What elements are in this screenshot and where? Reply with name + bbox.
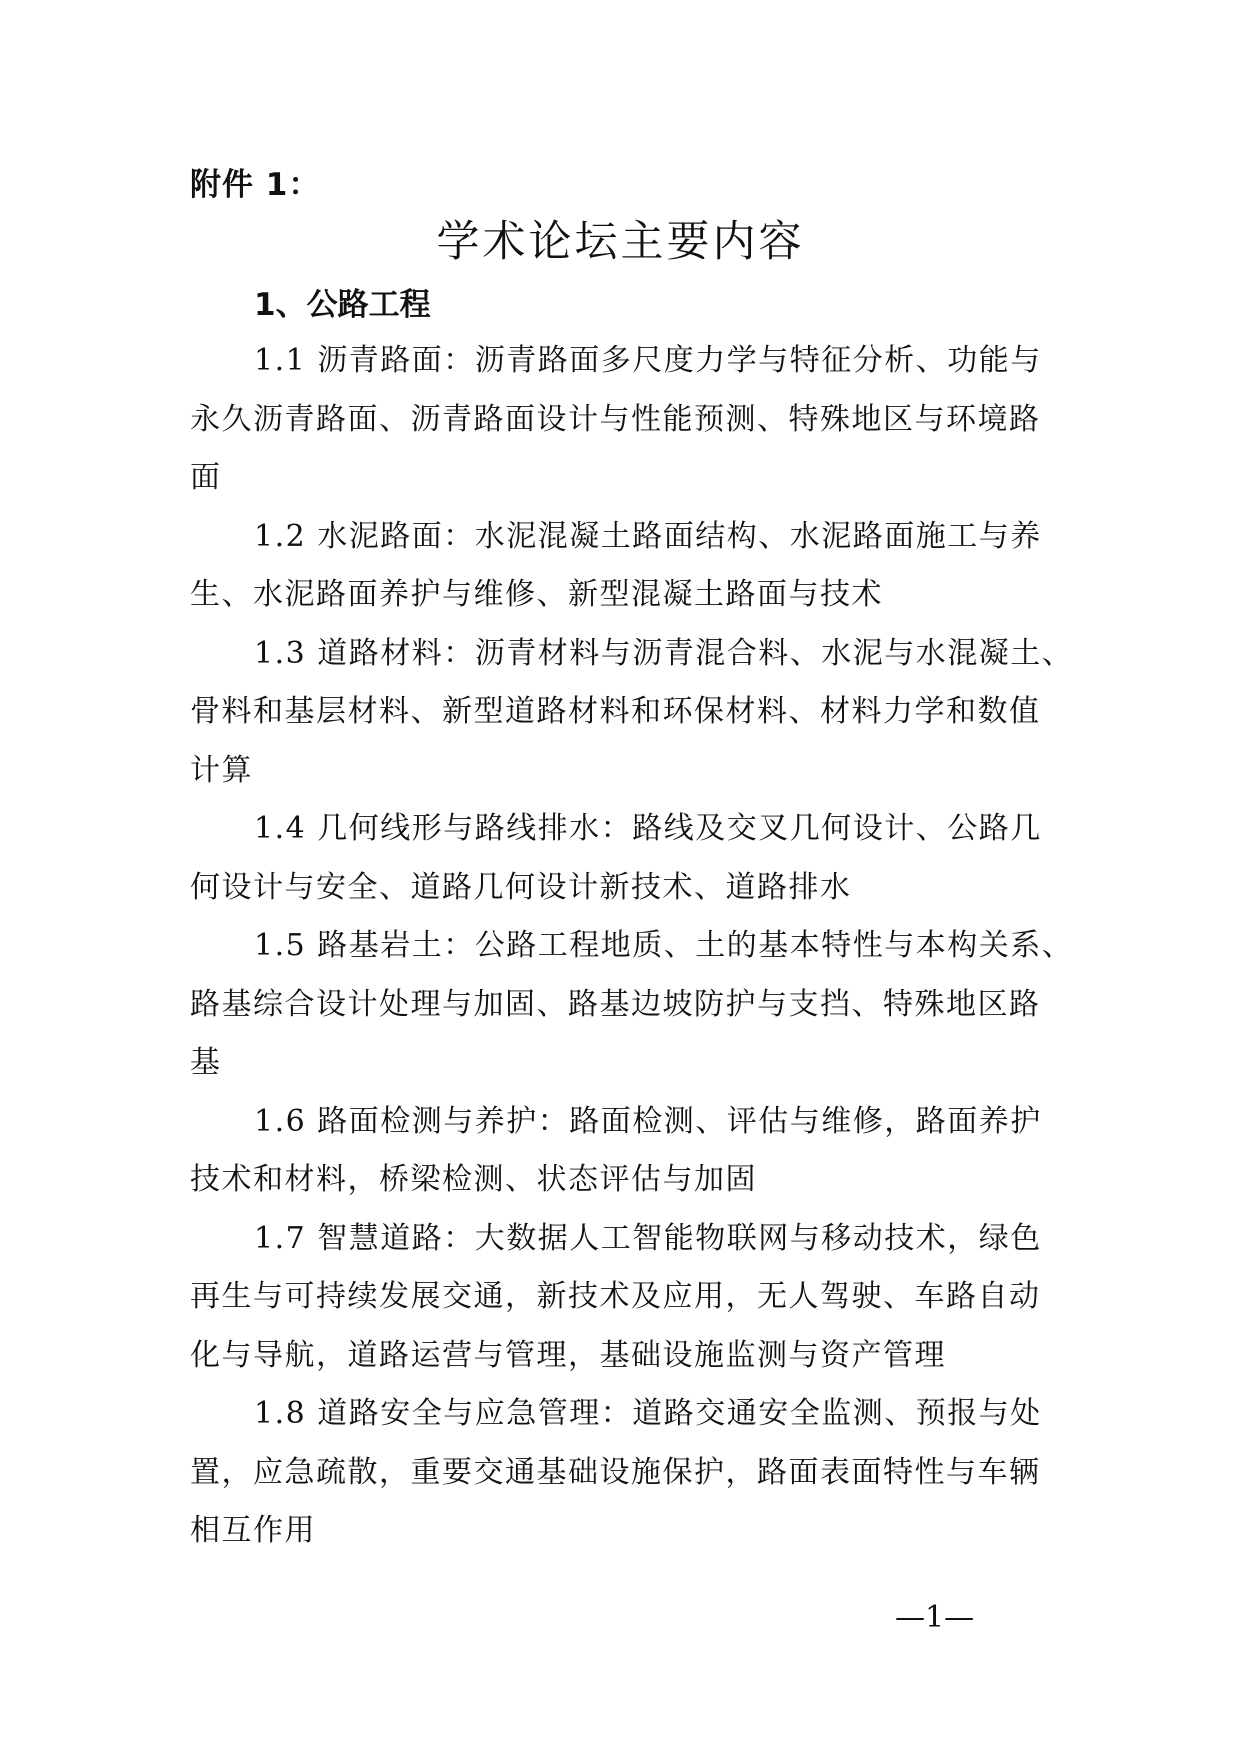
text-line: 1.2 水泥路面：水泥混凝土路面结构、水泥路面施工与养: [254, 518, 1042, 554]
content-item-1-8: [190, 1385, 1060, 1561]
text-line: 化与导航，道路运营与管理，基础设施监测与资产管理: [190, 1337, 946, 1373]
content-item-1-3: [190, 625, 1074, 801]
text-line: 1.5 路基岩土：公路工程地质、土的基本特性与本构关系、: [254, 928, 1074, 963]
text-line: 1.6 路面检测与养护：路面检测、评估与维修，路面养护: [254, 1103, 1042, 1139]
text-line: 置，应急疏散，重要交通基础设施保护，路面表面特性与车辆: [190, 1454, 1041, 1490]
content-item-1-4: [190, 800, 1060, 917]
text-line: 面: [190, 460, 222, 495]
text-line: 再生与可持续发展交通，新技术及应用，无人驾驶、车路自动: [190, 1279, 1041, 1314]
text-line: 技术和材料，桥梁检测、状态评估与加固: [190, 1162, 757, 1197]
content-item-1-5: [190, 917, 1074, 1093]
text-line: 1.3 道路材料：沥青材料与沥青混合料、水泥与水混凝土、: [254, 635, 1074, 671]
text-line: 1.8 道路安全与应急管理：道路交通安全监测、预报与处: [254, 1396, 1042, 1431]
text-line: 相互作用: [190, 1513, 316, 1548]
text-line: 1.4 几何线形与路线排水：路线及交叉几何设计、公路几: [254, 811, 1042, 846]
text-line: 骨料和基层材料、新型道路材料和环保材料、材料力学和数值: [190, 694, 1041, 729]
content-item-1-7: [190, 1210, 1060, 1386]
text-line: 路基综合设计处理与加固、路基边坡防护与支挡、特殊地区路: [190, 986, 1041, 1022]
text-line: 何设计与安全、道路几何设计新技术、道路排水: [190, 869, 852, 905]
text-line: 生、水泥路面养护与维修、新型混凝土路面与技术: [190, 577, 883, 612]
text-line: 1.7 智慧道路：大数据人工智能物联网与移动技术，绿色: [254, 1220, 1042, 1256]
section-heading: 1、公路工程: [254, 287, 431, 323]
text-line: 1.1 沥青路面：沥青路面多尺度力学与特征分析、功能与: [254, 343, 1042, 378]
page-title: 学术论坛主要内容: [436, 217, 805, 267]
attachment-label: 附件 1：: [190, 167, 321, 203]
content-body: [190, 332, 1074, 1561]
text-line: 计算: [190, 752, 253, 788]
text-line: 基: [190, 1045, 222, 1080]
text-line: 永久沥青路面、沥青路面设计与性能预测、特殊地区与环境路: [190, 401, 1041, 437]
content-item-1-6: [190, 1093, 1060, 1210]
page-number: —1—: [895, 1600, 975, 1635]
content-item-1-1: [190, 332, 1060, 508]
content-item-1-2: [190, 508, 1060, 625]
